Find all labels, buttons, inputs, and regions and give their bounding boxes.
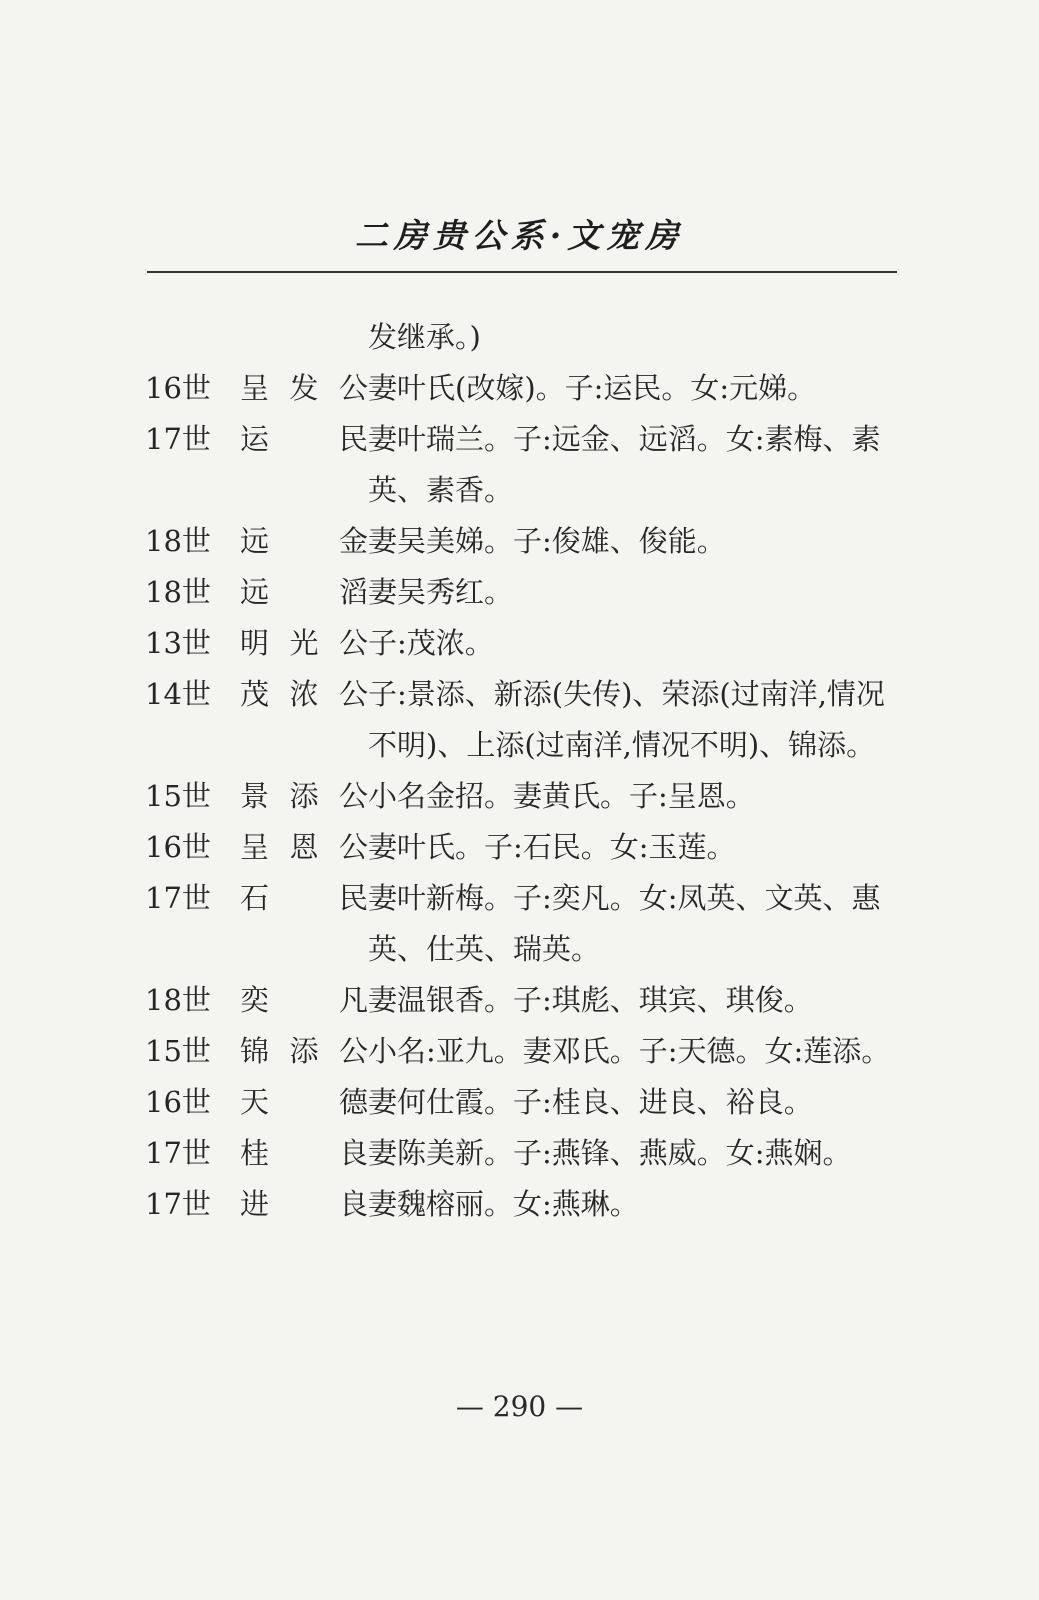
generation-label: 16世 <box>145 1085 211 1119</box>
genealogy-entry <box>145 1128 895 1179</box>
page-header-title: 二房贵公系·文宠房 <box>354 216 685 255</box>
genealogy-entry <box>145 1179 895 1230</box>
person-description: 妻叶瑞兰。子:远金、远滔。女:素梅、素英、素香。 <box>368 422 881 507</box>
genealogy-entry <box>145 975 895 1026</box>
person-name: 茂浓公 <box>240 677 368 711</box>
person-name: 天德 <box>240 1085 368 1119</box>
generation-label: 17世 <box>145 422 211 456</box>
generation-label: 17世 <box>145 1187 211 1221</box>
person-description: 妻叶氏。子:石民。女:玉莲。 <box>368 830 736 864</box>
person-name: 石民 <box>240 881 368 915</box>
person-description: 小名:亚九。妻邓氏。子:天德。女:莲添。 <box>368 1034 891 1068</box>
genealogy-entry <box>145 516 895 567</box>
generation-label: 16世 <box>145 371 211 405</box>
person-description: 妻叶氏(改嫁)。子:运民。女:元娣。 <box>368 371 817 405</box>
person-name: 远金 <box>240 524 368 558</box>
generation-label: 15世 <box>145 779 211 813</box>
person-description: 妻何仕霞。子:桂良、进良、裕良。 <box>368 1085 813 1119</box>
person-name: 进良 <box>240 1187 368 1221</box>
genealogy-entry <box>145 414 895 516</box>
genealogy-entry <box>145 1026 895 1077</box>
person-name: 呈发公 <box>240 371 368 405</box>
generation-label: 17世 <box>145 881 211 915</box>
continued-line: 发继承。) <box>368 320 481 354</box>
generation-label: 14世 <box>145 677 211 711</box>
person-name: 桂良 <box>240 1136 368 1170</box>
genealogy-entry <box>145 771 895 822</box>
generation-label: 13世 <box>145 626 211 660</box>
person-name: 奕凡 <box>240 983 368 1017</box>
genealogy-entry <box>145 567 895 618</box>
person-description: 子:景添、新添(失传)、荣添(过南洋,情况不明)、上添(过南洋,情况不明)、锦添。 <box>368 677 885 762</box>
generation-label: 18世 <box>145 575 211 609</box>
header-rule <box>147 271 897 273</box>
person-description: 妻吴秀红。 <box>368 575 514 609</box>
person-name: 锦添公 <box>240 1034 368 1068</box>
person-name: 运民 <box>240 422 368 456</box>
generation-label: 18世 <box>145 524 211 558</box>
person-description: 妻魏榕丽。女:燕琳。 <box>368 1187 639 1221</box>
entry-list <box>145 363 895 1230</box>
person-description: 子:茂浓。 <box>368 626 494 660</box>
generation-label: 15世 <box>145 1034 211 1068</box>
genealogy-entry <box>145 618 895 669</box>
generation-label: 16世 <box>145 830 211 864</box>
person-description: 妻陈美新。子:燕锋、燕威。女:燕娴。 <box>368 1136 852 1170</box>
genealogy-content <box>145 312 895 1230</box>
page-number: — 290 — <box>455 1390 584 1423</box>
person-name: 景添公 <box>240 779 368 813</box>
person-description: 小名金招。妻黄氏。子:呈恩。 <box>368 779 755 813</box>
person-name: 呈恩公 <box>240 830 368 864</box>
genealogy-entry <box>145 873 895 975</box>
genealogy-entry <box>145 669 895 771</box>
person-description: 妻叶新梅。子:奕凡。女:凤英、文英、惠英、仕英、瑞英。 <box>368 881 881 966</box>
person-description: 妻温银香。子:琪彪、琪宾、琪俊。 <box>368 983 813 1017</box>
genealogy-entry <box>145 822 895 873</box>
generation-label: 17世 <box>145 1136 211 1170</box>
person-description: 妻吴美娣。子:俊雄、俊能。 <box>368 524 726 558</box>
genealogy-entry <box>145 363 895 414</box>
genealogy-entry <box>145 1077 895 1128</box>
person-name: 明光公 <box>240 626 368 660</box>
person-name: 远滔 <box>240 575 368 609</box>
generation-label: 18世 <box>145 983 211 1017</box>
